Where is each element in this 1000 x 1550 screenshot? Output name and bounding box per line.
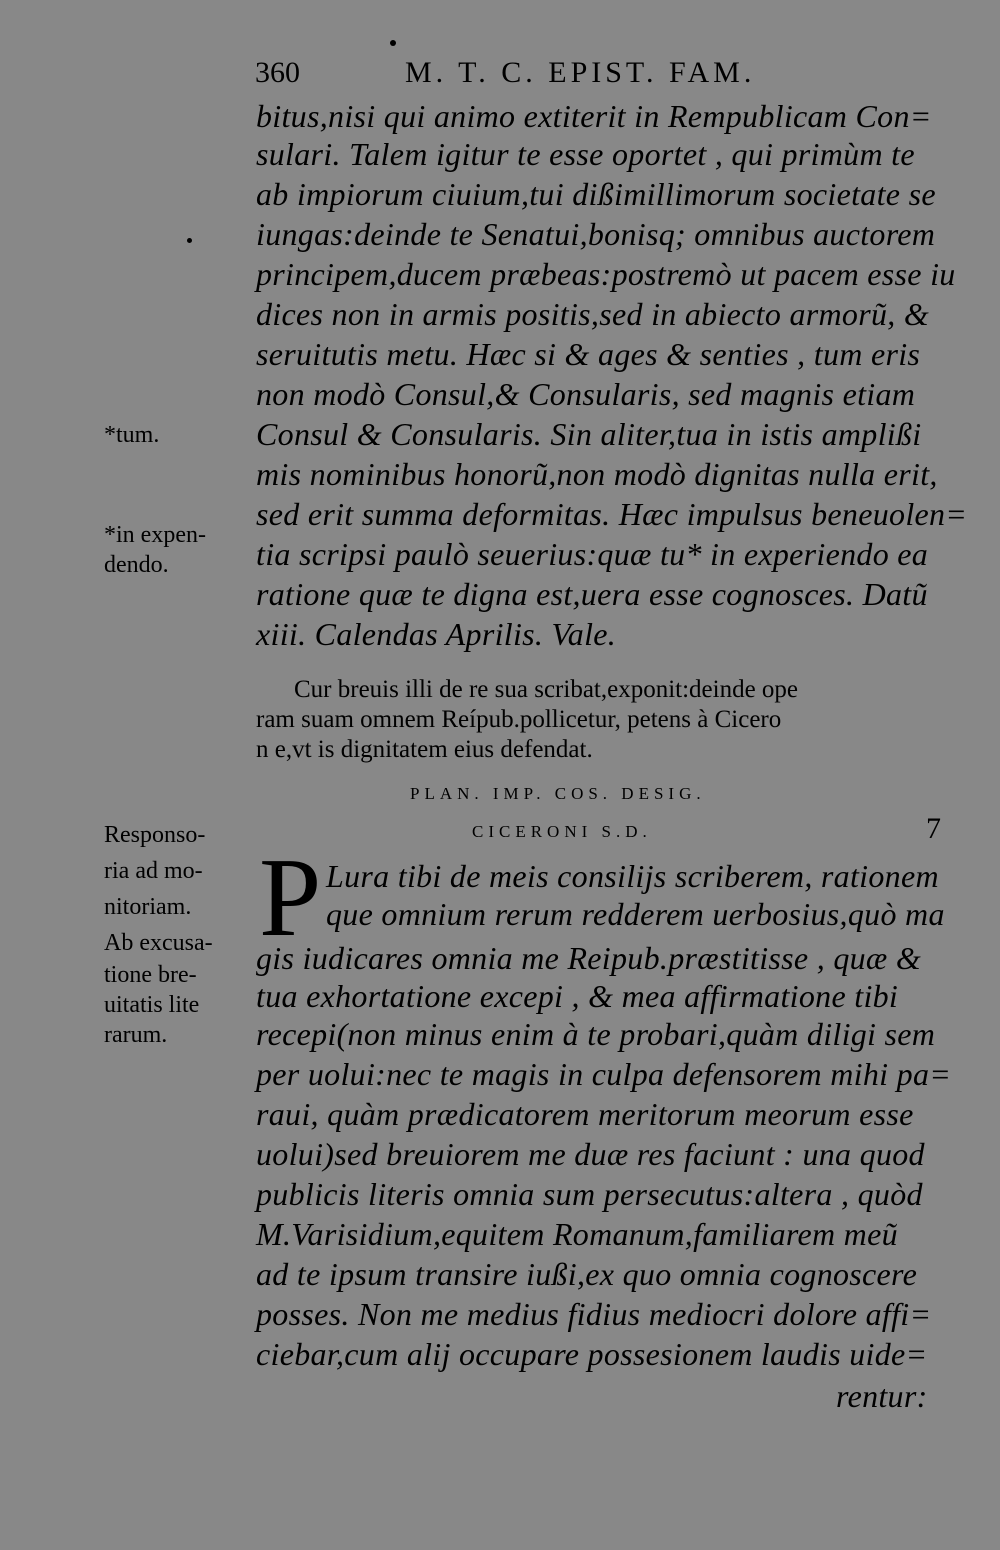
text-line: ratione quæ te digna est,uera esse cognosces. Datũ: [256, 576, 928, 612]
page-number: 360: [255, 56, 300, 89]
text-line: que omnium rerum redderem uerbosius,quò ma: [326, 896, 945, 932]
letter-recipient: CICERONI S.D.: [472, 822, 652, 841]
marginal-note: nitoriam.: [104, 894, 192, 920]
text-line: M.Varisidium,equitem Romanum,familiarem meũ: [256, 1216, 898, 1252]
argument-line: n e,vt is dignitatem eius defendat.: [256, 736, 593, 763]
marginal-note: rarum.: [104, 1022, 168, 1048]
text-line: tua exhortatione excepi , & mea affirmatione tibi: [256, 978, 899, 1014]
text-line: recepi(non minus enim à te probari,quàm diligi sem: [256, 1016, 936, 1052]
text-line: raui, quàm prædicatorem meritorum meorum esse: [256, 1096, 914, 1132]
text-line: uolui)sed breuiorem me duæ res faciunt : una quod: [256, 1136, 925, 1172]
marginal-note: Responso-: [104, 822, 206, 848]
text-line: ad te ipsum transire iußi,ex quo omnia cognoscere: [256, 1256, 918, 1292]
marginal-note: *tum.: [104, 422, 160, 448]
text-line: non modò Consul,& Consularis, sed magnis etiam: [256, 376, 916, 412]
text-line: gis iudicares omnia me Reipub.præstitisse , quæ &: [256, 940, 922, 976]
ink-dot: [187, 238, 192, 243]
text-line: xiii. Calendas Aprilis. Vale.: [256, 616, 617, 652]
text-line: ciebar,cum alij occupare possesionem laudis uide=: [256, 1336, 928, 1372]
text-line: posses. Non me medius fidius mediocri dolore affi=: [256, 1296, 932, 1332]
marginal-note: ria ad mo-: [104, 858, 203, 884]
text-line: iungas:deinde te Senatui,bonisq; omnibus auctorem: [256, 216, 936, 252]
ink-dot: [390, 40, 396, 46]
text-line: Lura tibi de meis consilijs scriberem, rationem: [326, 858, 939, 894]
text-line: sed erit summa deformitas. Hæc impulsus beneuolen=: [256, 496, 968, 532]
marginal-note: tione bre-: [104, 962, 197, 988]
text-line: tia scripsi paulò seuerius:quæ tu* in experiendo ea: [256, 536, 929, 572]
text-line: dices non in armis positis,sed in abiecto armorũ, &: [256, 296, 930, 332]
text-line: ab impiorum ciuium,tui dißimillimorum societate se: [256, 176, 936, 212]
text-line: per uolui:nec te magis in culpa defensorem mihi pa=: [256, 1056, 952, 1092]
marginal-note: Ab excusa-: [104, 930, 213, 956]
text-line: principem,ducem præbeas:postremò ut pacem esse iu: [256, 256, 956, 292]
text-line: Consul & Consularis. Sin aliter,tua in istis amplißi: [256, 416, 922, 452]
text-line: publicis literis omnia sum persecutus:altera , quòd: [256, 1176, 923, 1212]
catchword: rentur:: [836, 1378, 928, 1414]
running-title: M. T. C. EPIST. FAM.: [405, 56, 756, 89]
text-line: sulari. Talem igitur te esse oportet , qui primùm te: [256, 136, 915, 172]
text-line: bitus,nisi qui animo extiterit in Rempublicam Con=: [256, 98, 932, 134]
marginal-note: *in expen-: [104, 522, 206, 548]
letter-sender: PLAN. IMP. COS. DESIG.: [410, 784, 706, 803]
drop-cap: P: [259, 836, 322, 960]
text-line: seruitutis metu. Hæc si & ages & senties , tum eris: [256, 336, 921, 372]
running-header: [255, 56, 855, 96]
marginal-note: dendo.: [104, 552, 169, 578]
text-line: mis nominibus honorũ,non modò dignitas nulla erit,: [256, 456, 938, 492]
argument-line: Cur breuis illi de re sua scribat,exponit:deinde ope: [294, 676, 799, 703]
marginal-note: uitatis lite: [104, 992, 200, 1018]
argument-line: ram suam omnem Reípub.pollicetur, petens à Cicero: [256, 706, 782, 733]
letter-number: 7: [926, 812, 941, 845]
